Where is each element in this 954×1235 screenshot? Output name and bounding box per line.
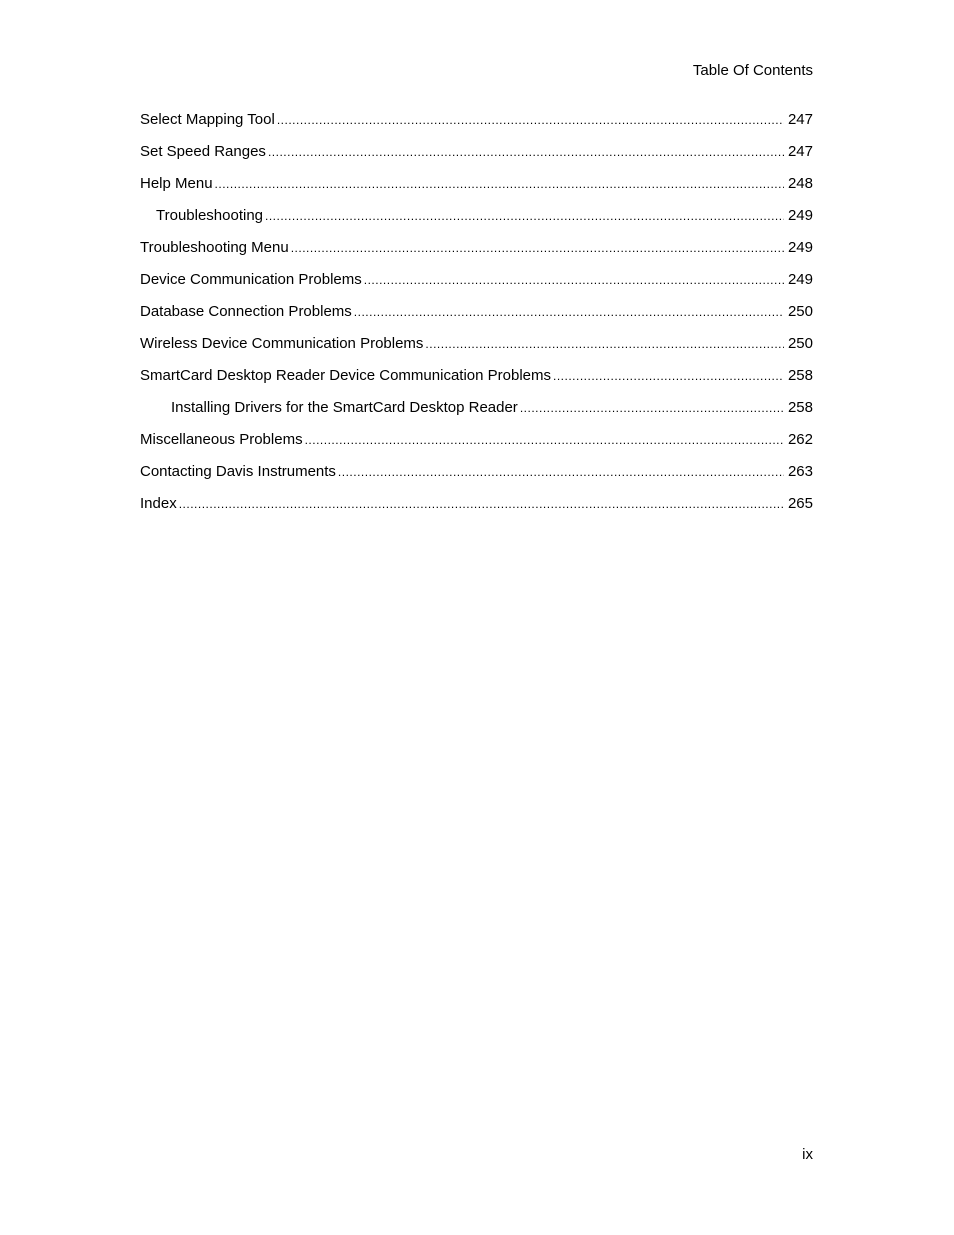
- dot-leader: [265, 207, 784, 225]
- dot-leader: [425, 335, 784, 353]
- toc-entry-page[interactable]: 249: [787, 271, 813, 288]
- toc-entry[interactable]: [140, 175, 813, 207]
- dot-leader: [364, 271, 784, 289]
- toc-entry-title[interactable]: Troubleshooting: [156, 207, 264, 224]
- toc-entry[interactable]: [140, 367, 813, 399]
- table-of-contents: [140, 111, 813, 527]
- toc-entry-page[interactable]: 265: [787, 495, 813, 512]
- toc-entry-title[interactable]: Device Communication Problems: [140, 271, 362, 288]
- page-number: ix: [802, 1146, 813, 1163]
- toc-entry-title[interactable]: Help Menu: [140, 175, 213, 192]
- toc-entry-page[interactable]: 263: [787, 463, 813, 480]
- dot-leader: [215, 175, 784, 193]
- toc-entry-page[interactable]: 249: [787, 207, 813, 224]
- toc-entry[interactable]: [140, 111, 813, 143]
- toc-entry-title[interactable]: Set Speed Ranges: [140, 143, 266, 160]
- running-header-title: Table Of Contents: [692, 62, 813, 79]
- toc-entry-page[interactable]: 247: [787, 143, 813, 160]
- toc-entry[interactable]: [140, 207, 813, 239]
- toc-entry-page[interactable]: 258: [787, 399, 813, 416]
- toc-entry-title[interactable]: Wireless Device Communication Problems: [140, 335, 424, 352]
- toc-entry[interactable]: [140, 335, 813, 367]
- toc-entry[interactable]: [140, 495, 813, 527]
- toc-entry-title[interactable]: Contacting Davis Instruments: [140, 463, 336, 480]
- dot-leader: [179, 495, 784, 513]
- toc-entry-page[interactable]: 250: [787, 303, 813, 320]
- dot-leader: [268, 143, 784, 161]
- toc-entry[interactable]: [140, 399, 813, 431]
- toc-entry[interactable]: [140, 143, 813, 175]
- toc-entry-title[interactable]: SmartCard Desktop Reader Device Communication Problems: [140, 367, 551, 384]
- toc-entry-page[interactable]: 250: [787, 335, 813, 352]
- dot-leader: [277, 111, 784, 129]
- dot-leader: [354, 303, 784, 321]
- toc-entry-page[interactable]: 258: [787, 367, 813, 384]
- toc-entry-title[interactable]: Database Connection Problems: [140, 303, 352, 320]
- dot-leader: [291, 239, 784, 257]
- dot-leader: [553, 367, 784, 385]
- toc-entry-title[interactable]: Index: [140, 495, 177, 512]
- toc-entry[interactable]: [140, 431, 813, 463]
- toc-entry-page[interactable]: 247: [787, 111, 813, 128]
- toc-entry-title[interactable]: Installing Drivers for the SmartCard Desktop Reader: [171, 399, 518, 416]
- toc-entry-title[interactable]: Select Mapping Tool: [140, 111, 275, 128]
- toc-entry-page[interactable]: 249: [787, 239, 813, 256]
- toc-entry[interactable]: [140, 463, 813, 495]
- toc-entry[interactable]: [140, 303, 813, 335]
- toc-entry[interactable]: [140, 239, 813, 271]
- dot-leader: [520, 399, 784, 417]
- toc-entry-title[interactable]: Troubleshooting Menu: [140, 239, 289, 256]
- toc-entry-title[interactable]: Miscellaneous Problems: [140, 431, 303, 448]
- dot-leader: [305, 431, 784, 449]
- dot-leader: [338, 463, 784, 481]
- toc-entry-page[interactable]: 248: [787, 175, 813, 192]
- toc-entry[interactable]: [140, 271, 813, 303]
- toc-entry-page[interactable]: 262: [787, 431, 813, 448]
